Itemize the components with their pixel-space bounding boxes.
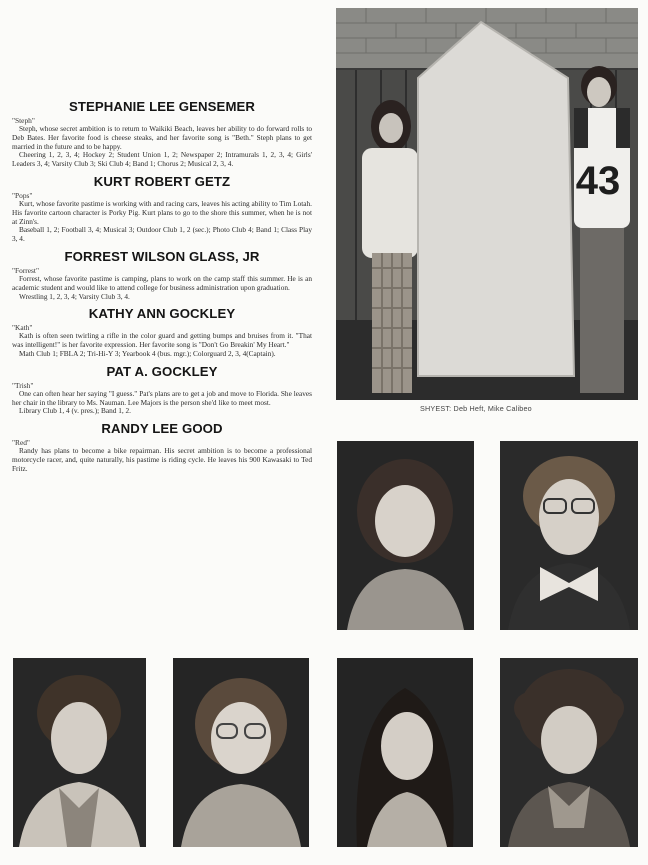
- student-nickname: "Pops": [12, 190, 33, 200]
- student-bio: Randy has plans to become a bike repairman. His secret ambition is to become a professional motorcycle racer, and, quite naturally, his pastime is riding cycle. He leaves his 900 Kawasaki to Ted Fritz.: [12, 446, 312, 473]
- portrait-kurt: [500, 441, 638, 630]
- entry-kurt-getz: [12, 173, 312, 244]
- entry-pat-gockley: [12, 363, 312, 416]
- student-name: KATHY ANN GOCKLEY: [88, 306, 236, 322]
- student-bio: Forrest, whose favorite pastime is camping, plans to work on the camp staff this summer. He is an academic student and would like to attend college for business administration upon graduation.: [12, 273, 312, 292]
- student-bio: Steph, whose secret ambition is to return to Waikiki Beach, leaves her ability to do forward rolls to Deb Bates. Her favorite food is cheese steaks, and her favorite song is "Beth." Steph plans to get married in the future and to be happy.: [12, 124, 312, 151]
- student-activities: Cheering 1, 2, 3, 4; Hockey 2; Student Union 1, 2; Newspaper 2; Intramurals 1, 2, 3, 4; Girls' Leaders 3, 4; Varsity Club 3; Ski Club 4; Band 1; Chorus 2; Musical 2, 3, 4.: [12, 150, 312, 169]
- portrait-kathy: [173, 658, 309, 847]
- student-name: STEPHANIE LEE GENSEMER: [68, 99, 256, 114]
- photo-caption: SHYEST: Deb Heft, Mike Calibeo: [420, 404, 532, 413]
- student-name: RANDY LEE GOOD: [101, 421, 223, 437]
- student-activities: Math Club 1; FBLA 2; Tri-Hi-Y 3; Yearbook 4 (bus. mgr.); Colorguard 2, 3, 4(Captain).: [19, 348, 276, 358]
- entry-randy-good: [12, 420, 312, 473]
- shyest-candid-photo: [336, 8, 638, 400]
- student-nickname: "Kath": [12, 323, 33, 333]
- student-activities: Library Club 1, 4 (v. pres.); Band 1, 2.: [19, 406, 132, 416]
- student-activities: Baseball 1, 2; Football 3, 4; Musical 3; Outdoor Club 1, 2 (sec.); Photo Club 4; Band 1; Class Play 3, 4.: [12, 225, 312, 244]
- entry-forrest-glass: [12, 248, 312, 301]
- jersey-number: 43: [575, 159, 621, 203]
- senior-entries: [12, 98, 312, 474]
- portrait-randy: [500, 658, 638, 847]
- student-bio: One can often hear her saying "I guess." Pat's plans are to get a job and move to Florida. She leaves her chair in the library to Ms. Nauman. Lee Majors is the person she'd like to meet most.: [12, 388, 312, 407]
- student-nickname: "Red": [12, 438, 30, 448]
- student-name: KURT ROBERT GETZ: [93, 173, 231, 189]
- student-bio: Kurt, whose favorite pastime is working with and racing cars, leaves his acting ability to Tim Lotah. His favorite cartoon character is Porky Pig. Kurt plans to go to the shore this summer, when he is not at Zinn's.: [12, 198, 312, 226]
- student-name: PAT A. GOCKLEY: [106, 363, 218, 379]
- portrait-stephanie: [337, 441, 474, 630]
- entry-kathy-gockley: [12, 305, 312, 358]
- student-nickname: "Steph": [12, 116, 35, 125]
- student-activities: Wrestling 1, 2, 3, 4; Varsity Club 3, 4.: [19, 291, 130, 301]
- portrait-pat: [337, 658, 473, 847]
- entry-stephanie-gensemer: [12, 98, 312, 169]
- student-nickname: "Forrest": [12, 265, 39, 275]
- student-bio: Kath is often seen twirling a rifle in the color guard and getting bumps and bruises from it. "That was intelligent!" is her favorite expression. Her favorite song is "Don't Go Breakin' My Heart.": [12, 331, 312, 350]
- student-name: FORREST WILSON GLASS, JR: [64, 248, 260, 264]
- portrait-forrest: [13, 658, 146, 847]
- student-nickname: "Trish": [12, 380, 34, 390]
